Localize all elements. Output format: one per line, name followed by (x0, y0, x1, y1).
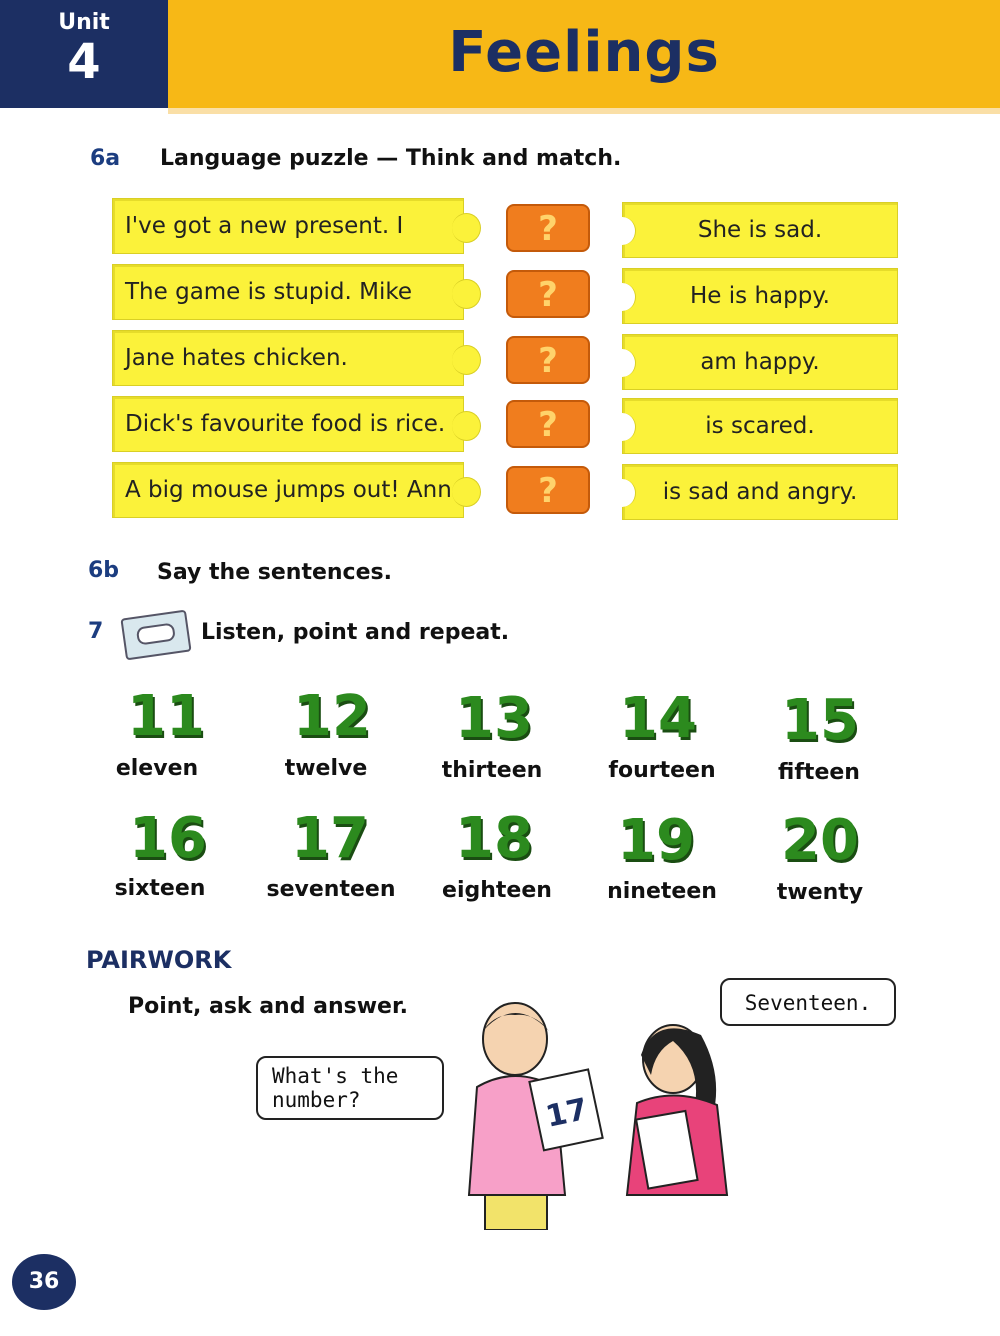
speech-bubble-question: What's the number? (256, 1056, 444, 1120)
question-mark-piece[interactable]: ? (506, 400, 590, 448)
number-word: seventeen (266, 877, 396, 902)
left-puzzle-piece[interactable]: Jane hates chicken. (112, 330, 464, 386)
page-number: 36 (12, 1254, 76, 1310)
unit-number: 4 (67, 34, 101, 90)
unit-badge (0, 0, 168, 108)
pairwork-instruction: Point, ask and answer. (128, 994, 409, 1019)
unit-label: Unit (58, 10, 110, 35)
number-word: eleven (115, 756, 199, 781)
pairwork-heading: PAIRWORK (86, 946, 232, 974)
card-number: 17 (542, 1091, 591, 1135)
number-digits[interactable]: 11 (127, 684, 205, 749)
left-puzzle-piece[interactable]: I've got a new present. I (112, 198, 464, 254)
number-digits[interactable]: 16 (129, 806, 207, 871)
number-digits[interactable]: 15 (781, 688, 859, 753)
section-7-instruction: Listen, point and repeat. (201, 620, 510, 645)
right-puzzle-piece[interactable]: is scared. (622, 398, 898, 454)
section-6a-instruction: Language puzzle — Think and match. (160, 146, 622, 171)
right-puzzle-piece[interactable]: is sad and angry. (622, 464, 898, 520)
speech-bubble-answer: Seventeen. (720, 978, 896, 1026)
question-mark-piece[interactable]: ? (506, 466, 590, 514)
page-title: Feelings (448, 20, 720, 85)
right-puzzle-piece[interactable]: He is happy. (622, 268, 898, 324)
question-mark-piece[interactable]: ? (506, 270, 590, 318)
section-6b-instruction: Say the sentences. (157, 560, 392, 585)
question-mark-piece[interactable]: ? (506, 336, 590, 384)
number-word: thirteen (441, 758, 543, 783)
number-digits[interactable]: 12 (293, 684, 371, 749)
children-illustration (455, 995, 755, 1230)
left-puzzle-piece[interactable]: The game is stupid. Mike (112, 264, 464, 320)
right-puzzle-piece[interactable]: am happy. (622, 334, 898, 390)
number-digits[interactable]: 17 (291, 806, 369, 871)
number-word: fourteen (608, 758, 716, 783)
header-divider (168, 108, 1000, 114)
section-6a-number: 6a (90, 146, 121, 171)
number-digits[interactable]: 14 (619, 686, 697, 751)
number-digits[interactable]: 20 (781, 808, 859, 873)
number-digits[interactable]: 13 (455, 686, 533, 751)
number-word: fifteen (778, 760, 860, 785)
title-bar (168, 0, 1000, 108)
number-word: nineteen (607, 879, 717, 904)
number-word: twelve (284, 756, 368, 781)
number-digits[interactable]: 18 (455, 806, 533, 871)
left-puzzle-piece[interactable]: A big mouse jumps out! Ann (112, 462, 464, 518)
number-word: eighteen (442, 878, 552, 903)
question-mark-piece[interactable]: ? (506, 204, 590, 252)
number-word: twenty (776, 880, 864, 905)
number-digits[interactable]: 19 (617, 808, 695, 873)
cassette-icon[interactable] (120, 610, 191, 661)
section-6b-number: 6b (88, 558, 120, 583)
section-7-number: 7 (88, 619, 104, 644)
number-word: sixteen (114, 876, 206, 901)
left-puzzle-piece[interactable]: Dick's favourite food is rice. (112, 396, 464, 452)
right-puzzle-piece[interactable]: She is sad. (622, 202, 898, 258)
